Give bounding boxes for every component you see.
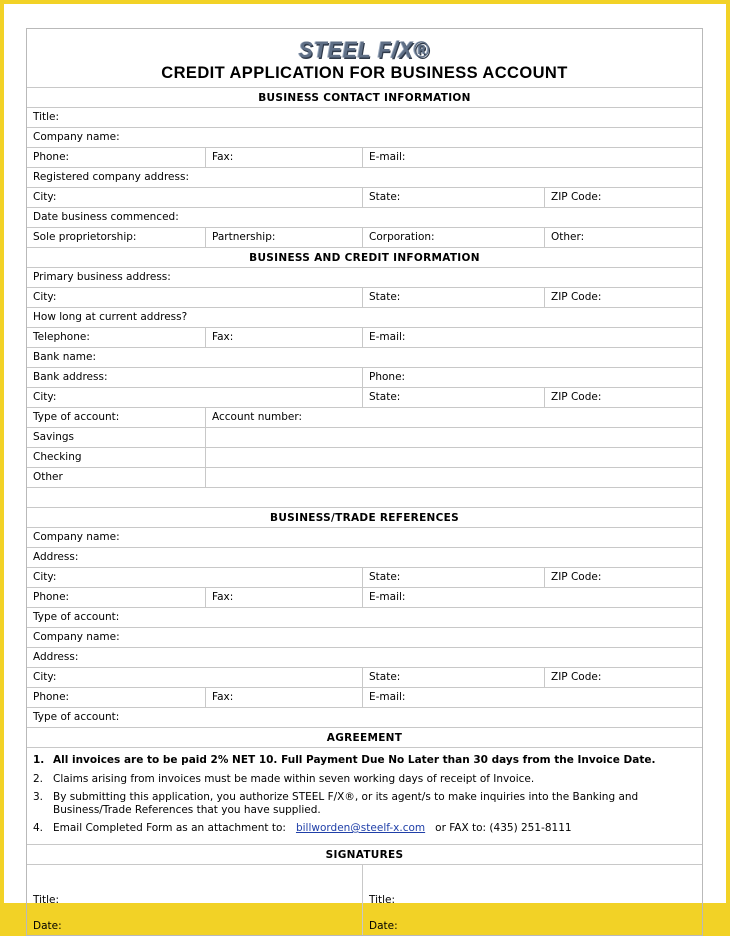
form-row (27, 367, 702, 387)
date-commenced-field[interactable]: Date business commenced: (33, 211, 179, 223)
form-row (27, 207, 702, 227)
email-field[interactable]: E-mail: (362, 328, 702, 347)
form-row (27, 267, 702, 287)
savings-account-field[interactable] (205, 428, 702, 447)
bank-address-field[interactable]: Bank address: (33, 371, 108, 383)
zip-field[interactable]: ZIP Code: (544, 668, 702, 687)
agreement-item (33, 791, 702, 817)
form-row (27, 287, 702, 307)
agreement-item-text: All invoices are to be paid 2% NET 10. Full Payment Due No Later than 30 days from the Invoice Date. (53, 754, 656, 766)
reference-account-type-field[interactable]: Type of account: (33, 611, 120, 623)
city-field[interactable]: City: (33, 291, 57, 303)
form-row (27, 347, 702, 367)
form-row (27, 467, 702, 487)
section-header-signatures: SIGNATURES (27, 844, 702, 864)
email-field[interactable]: E-mail: (362, 588, 702, 607)
reference-address-field[interactable]: Address: (33, 651, 79, 663)
logo-text: STEEL F/X® (298, 37, 431, 64)
state-field[interactable]: State: (362, 288, 544, 307)
signature-date-label: Date: (369, 920, 398, 932)
phone-field[interactable]: Phone: (33, 151, 70, 163)
primary-address-field[interactable]: Primary business address: (33, 271, 171, 283)
form-row (27, 447, 702, 467)
partnership-field[interactable]: Partnership: (205, 228, 362, 247)
type-of-account-label: Type of account: (33, 411, 120, 423)
city-field[interactable]: City: (33, 671, 57, 683)
form-row (27, 607, 702, 627)
form-row (27, 687, 702, 707)
agreement-terms (27, 747, 702, 844)
other-account-field[interactable] (205, 468, 702, 487)
signature-title-label: Title: (369, 894, 396, 906)
email-instruction: Email Completed Form as an attachment to: (53, 822, 286, 834)
section-header-agreement: AGREEMENT (27, 727, 702, 747)
agreement-item-number: 2. (33, 773, 44, 785)
city-field[interactable]: City: (33, 391, 57, 403)
corporation-field[interactable]: Corporation: (362, 228, 544, 247)
signature-column-applicant[interactable] (27, 865, 362, 935)
state-field[interactable]: State: (362, 668, 544, 687)
telephone-field[interactable]: Telephone: (33, 331, 90, 343)
section-header-contact: BUSINESS CONTACT INFORMATION (27, 87, 702, 107)
checking-account-field[interactable] (205, 448, 702, 467)
state-field[interactable]: State: (362, 568, 544, 587)
city-field[interactable]: City: (33, 191, 57, 203)
agreement-item-text: Claims arising from invoices must be made within seven working days of receipt of Invoice. (53, 773, 535, 785)
page (4, 4, 726, 932)
city-field[interactable]: City: (33, 571, 57, 583)
zip-field[interactable]: ZIP Code: (544, 388, 702, 407)
form-row (27, 487, 702, 507)
form-row (27, 147, 702, 167)
email-field[interactable]: E-mail: (362, 688, 702, 707)
phone-field[interactable]: Phone: (33, 591, 70, 603)
fax-field[interactable]: Fax: (205, 148, 362, 167)
form-row (27, 187, 702, 207)
form-row (27, 567, 702, 587)
form-row (27, 387, 702, 407)
page-title: CREDIT APPLICATION FOR BUSINESS ACCOUNT (161, 64, 568, 82)
state-field[interactable]: State: (362, 188, 544, 207)
other-entity-field[interactable]: Other: (544, 228, 702, 247)
signature-column-company[interactable] (362, 865, 702, 935)
email-field[interactable]: E-mail: (362, 148, 702, 167)
signature-block (27, 864, 702, 935)
signature-title-label: Title: (33, 894, 60, 906)
agreement-item-text (53, 822, 572, 835)
agreement-item (33, 822, 702, 835)
agreement-item-text: By submitting this application, you authorize STEEL F/X®, or its agent/s to make inquiries into the Banking and Business/Trade References that you have supplied. (53, 791, 639, 816)
reference-account-type-field[interactable]: Type of account: (33, 711, 120, 723)
sole-proprietorship-field[interactable]: Sole proprietorship: (33, 231, 137, 243)
agreement-item-number: 1. (33, 754, 45, 766)
signature-date-label: Date: (33, 920, 62, 932)
agreement-item (33, 754, 702, 767)
form-row (27, 587, 702, 607)
form-row (27, 227, 702, 247)
email-link[interactable]: billworden@steelf-x.com (295, 822, 426, 834)
form-row (27, 167, 702, 187)
agreement-item (33, 773, 702, 786)
reference-company-name-field[interactable]: Company name: (33, 531, 120, 543)
form-row (27, 127, 702, 147)
form-row (27, 627, 702, 647)
fax-field[interactable]: Fax: (205, 588, 362, 607)
form-row (27, 107, 702, 127)
other-account-label: Other (33, 471, 63, 483)
agreement-item-number: 3. (33, 791, 44, 803)
zip-field[interactable]: ZIP Code: (544, 188, 702, 207)
bank-name-field[interactable]: Bank name: (33, 351, 97, 363)
section-header-references: BUSINESS/TRADE REFERENCES (27, 507, 702, 527)
zip-field[interactable]: ZIP Code: (544, 568, 702, 587)
reference-address-field[interactable]: Address: (33, 551, 79, 563)
checking-label: Checking (33, 451, 82, 463)
agreement-item-number: 4. (33, 822, 44, 834)
form-row (27, 547, 702, 567)
fax-field[interactable]: Fax: (205, 328, 362, 347)
form-row (27, 427, 702, 447)
fax-field[interactable]: Fax: (205, 688, 362, 707)
zip-field[interactable]: ZIP Code: (544, 288, 702, 307)
how-long-field[interactable]: How long at current address? (33, 311, 188, 323)
account-number-field[interactable]: Account number: (205, 408, 702, 427)
bank-phone-field[interactable]: Phone: (362, 368, 702, 387)
credit-application-form (26, 28, 703, 936)
form-row (27, 647, 702, 667)
spacer-row (27, 488, 702, 507)
form-row (27, 327, 702, 347)
form-row (27, 307, 702, 327)
form-row (27, 527, 702, 547)
form-row (27, 707, 702, 727)
section-header-credit: BUSINESS AND CREDIT INFORMATION (27, 247, 702, 267)
phone-field[interactable]: Phone: (33, 691, 70, 703)
title-field[interactable]: Title: (33, 111, 60, 123)
logo (27, 29, 702, 63)
savings-label: Savings (33, 431, 75, 443)
state-field[interactable]: State: (362, 388, 544, 407)
company-name-field[interactable]: Company name: (33, 131, 120, 143)
fax-instruction: or FAX to: (435) 251-8111 (435, 822, 572, 834)
form-row (27, 667, 702, 687)
form-row (27, 407, 702, 427)
registered-address-field[interactable]: Registered company address: (33, 171, 189, 183)
reference-company-name-field[interactable]: Company name: (33, 631, 120, 643)
